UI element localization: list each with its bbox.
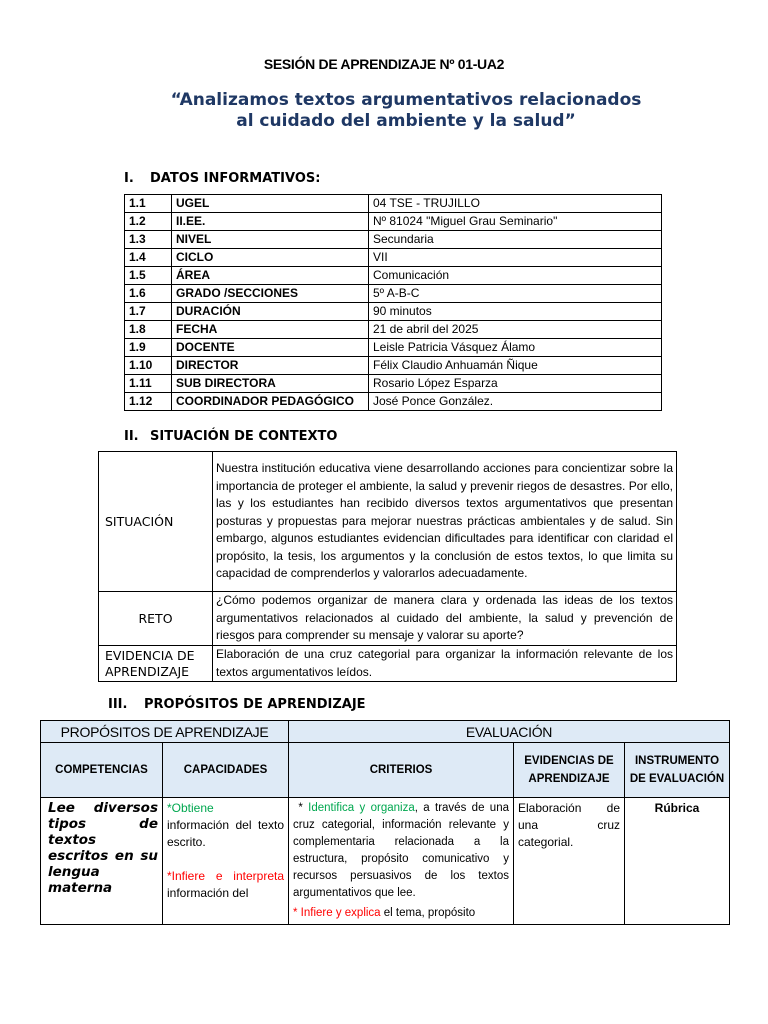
- datos-label: DIRECTOR: [172, 357, 369, 375]
- datos-num: 1.10: [125, 357, 172, 375]
- competencia-text: Lee diversos tipos de textos escritos en su lengua materna: [48, 800, 158, 896]
- instrumento-cell: [625, 798, 730, 925]
- datos-row: [125, 357, 662, 375]
- evidencia-row: [99, 646, 677, 682]
- datos-value: 21 de abril del 2025: [369, 321, 662, 339]
- datos-label: SUB DIRECTORA: [172, 375, 369, 393]
- section-heading-datos: [124, 171, 320, 186]
- subtitle-line-1: “Analizamos textos argumentativos relacionados: [170, 90, 642, 110]
- datos-num: 1.7: [125, 303, 172, 321]
- session-title: SESIÓN DE APRENDIZAJE Nº 01-UA2: [263, 56, 505, 72]
- evidencia-label-line-1: EVIDENCIA DE: [105, 647, 195, 663]
- criterio-2: [293, 905, 509, 922]
- datos-value: 90 minutos: [369, 303, 662, 321]
- datos-label: CICLO: [172, 249, 369, 267]
- datos-value: 5º A-B-C: [369, 285, 662, 303]
- evidencia-text: Elaboración de una cruz categorial para organizar la información relevante de los textos argumentativos leídos.: [213, 646, 677, 682]
- datos-row: [125, 249, 662, 267]
- col-competencias: COMPETENCIAS: [41, 743, 163, 798]
- datos-num: 1.2: [125, 213, 172, 231]
- criterio-1-highlight: Identifica y organiza: [308, 802, 415, 814]
- evidencia-label-line-2: APRENDIZAJE: [105, 663, 190, 679]
- datos-value: Secundaria: [369, 231, 662, 249]
- datos-num: 1.1: [125, 195, 172, 213]
- situacion-label: SITUACIÓN: [99, 452, 213, 592]
- col-criterios: CRITERIOS: [289, 743, 514, 798]
- subtitle-line-2: al cuidado del ambiente y la salud”: [236, 111, 576, 131]
- header-propositos: PROPÓSITOS DE APRENDIZAJE: [41, 721, 289, 743]
- datos-label: FECHA: [172, 321, 369, 339]
- datos-informativos-table: [124, 194, 662, 411]
- datos-value: Leisle Patricia Vásquez Álamo: [369, 339, 662, 357]
- criterio-2-highlight: * Infiere y explica: [293, 907, 381, 919]
- capacidad-2-text: información del: [167, 886, 249, 900]
- propositos-columns-row: [41, 743, 730, 798]
- datos-num: 1.9: [125, 339, 172, 357]
- datos-label: DURACIÓN: [172, 303, 369, 321]
- evidencia-text: Elaboración de una cruz categorial.: [518, 801, 620, 849]
- datos-label: NIVEL: [172, 231, 369, 249]
- datos-value: Comunicación: [369, 267, 662, 285]
- datos-num: 1.5: [125, 267, 172, 285]
- datos-row: [125, 213, 662, 231]
- datos-value: 04 TSE - TRUJILLO: [369, 195, 662, 213]
- datos-row: [125, 339, 662, 357]
- datos-label: II.EE.: [172, 213, 369, 231]
- competencia-cell: [41, 798, 163, 925]
- header-evaluacion: EVALUACIÓN: [289, 721, 730, 743]
- instrumento-text: Rúbrica: [654, 801, 700, 815]
- datos-value: Nº 81024 "Miguel Grau Seminario": [369, 213, 662, 231]
- reto-text: ¿Cómo podemos organizar de manera clara y ordenada las ideas de los textos argumentativos relacionados al cuidado del ambiente, la salud y prevención de riesgos para comprender su mensaje y valorar su aporte?: [213, 592, 677, 646]
- datos-row: [125, 375, 662, 393]
- section-number: I.: [124, 171, 134, 186]
- section-heading-contexto: [124, 429, 337, 444]
- capacidad-2-highlight: *Infiere e interpreta: [167, 869, 284, 883]
- evidencia-cell: [514, 798, 625, 925]
- datos-label: ÁREA: [172, 267, 369, 285]
- datos-label: COORDINADOR PEDAGÓGICO: [172, 393, 369, 411]
- datos-row: [125, 303, 662, 321]
- criterio-1-star: *: [298, 802, 303, 814]
- propositos-body-row: [41, 798, 730, 925]
- datos-num: 1.8: [125, 321, 172, 339]
- datos-num: 1.6: [125, 285, 172, 303]
- section-title: SITUACIÓN DE CONTEXTO: [150, 429, 338, 444]
- datos-value: Félix Claudio Anhuamán Ñique: [369, 357, 662, 375]
- propositos-table: [40, 720, 730, 925]
- section-number: III.: [108, 697, 128, 712]
- datos-row: [125, 231, 662, 249]
- situacion-text: Nuestra institución educativa viene desarrollando acciones para concientizar sobre la importancia de proteger el ambiente, la salud y prevenir riegos de desastres. Por ello, las y los estudiantes han recibido diversos textos argumentativos que presentan posturas y propuestas para mejorar nuestras prácticas ambientales y de salud. Sin embargo, algunos estudiantes evidencian dificultades para identificar con claridad el propósito, la tesis, los argumentos y la conclusión de estos textos, lo que limita su capacidad de comprenderlos y valorarlos adecuadamente.: [213, 452, 677, 592]
- datos-value: VII: [369, 249, 662, 267]
- datos-label: GRADO /SECCIONES: [172, 285, 369, 303]
- datos-value: Rosario López Esparza: [369, 375, 662, 393]
- datos-label: DOCENTE: [172, 339, 369, 357]
- datos-row: [125, 393, 662, 411]
- criterios-cell: [289, 798, 514, 925]
- section-number: II.: [124, 429, 139, 444]
- datos-num: 1.11: [125, 375, 172, 393]
- col-evidencias: EVIDENCIAS DE APRENDIZAJE: [514, 743, 625, 798]
- datos-value: José Ponce González.: [369, 393, 662, 411]
- session-subtitle: [0, 90, 768, 132]
- reto-row: [99, 592, 677, 646]
- datos-label: UGEL: [172, 195, 369, 213]
- datos-num: 1.3: [125, 231, 172, 249]
- section-heading-propositos: [108, 697, 366, 712]
- col-capacidades: CAPACIDADES: [163, 743, 289, 798]
- section-title: PROPÓSITOS DE APRENDIZAJE: [144, 697, 366, 712]
- datos-row: [125, 267, 662, 285]
- datos-row: [125, 195, 662, 213]
- criterio-1: [293, 800, 509, 902]
- datos-row: [125, 285, 662, 303]
- datos-num: 1.4: [125, 249, 172, 267]
- capacidad-2: [167, 868, 284, 902]
- criterio-1-text: , a través de una cruz categorial, información relevante y complementaria relacionada a la estructura, propósito comunicativo y recursos persuasivos de los textos argumentativos que lee.: [293, 802, 509, 899]
- situacion-row: [99, 452, 677, 592]
- capacidad-1: [167, 800, 284, 851]
- reto-label: RETO: [99, 592, 213, 646]
- datos-row: [125, 321, 662, 339]
- section-title: DATOS INFORMATIVOS:: [150, 171, 321, 186]
- criterio-2-text: el tema, propósito: [380, 907, 476, 919]
- contexto-table: [98, 451, 677, 682]
- propositos-header-row: [41, 721, 730, 743]
- evidencia-label: [99, 646, 213, 682]
- capacidades-cell: [163, 798, 289, 925]
- col-instrumento: INSTRUMENTO DE EVALUACIÓN: [625, 743, 730, 798]
- capacidad-1-highlight: *Obtiene: [167, 801, 214, 815]
- datos-num: 1.12: [125, 393, 172, 411]
- capacidad-1-text: información del texto escrito.: [167, 818, 284, 849]
